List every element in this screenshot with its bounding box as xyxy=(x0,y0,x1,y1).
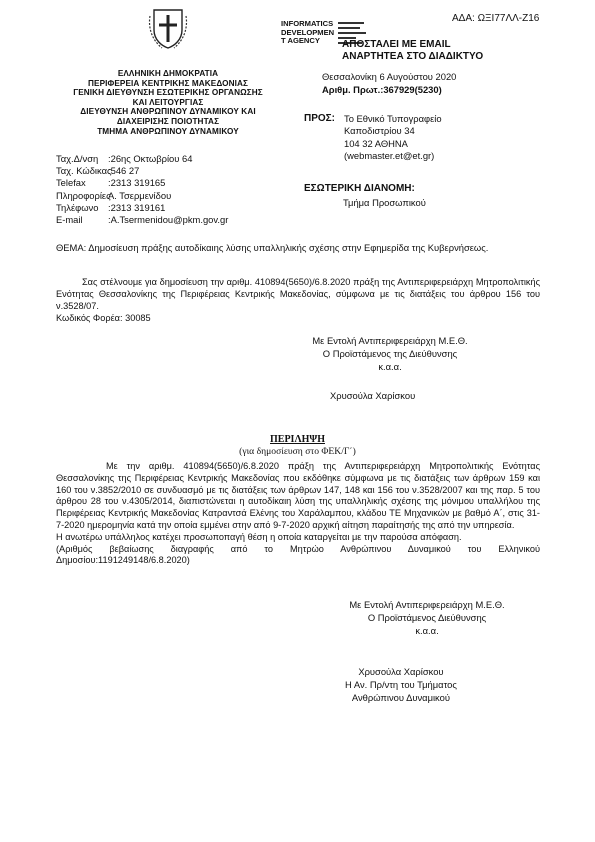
contact-key: Πληροφορίες xyxy=(56,189,111,201)
send-mode-notice xyxy=(342,39,542,63)
contact-value: :26ης Οκτωβρίου 64 xyxy=(108,153,193,164)
contact-row xyxy=(56,202,228,214)
signatory-title: Η Αν. Πρ/ντη του Τμήματος xyxy=(345,679,457,690)
org-line: ΓΕΝΙΚΗ ΔΙΕΥΘΥΝΣΗ ΕΣΩΤΕΡΙΚΗΣ ΟΡΓΑΝΩΣΗΣ xyxy=(73,88,263,98)
summary-paragraph: Με την αριθμ. 410894(5650)/6.8.2020 πράξη της Αντιπεριφερειάρχη Μητροπολιτικής Ενότητας Θεσσαλονίκης της Περιφέρειας Κεντρικής Μακεδονίας που εκδόθηκε σύμφωνα με τις διατάξεις των άρθρων 159 και 160 του ν.3852/2010 σε συνδυασμό με τις διατάξεις των άρθρων 147, 148 και 156 του ν.3528/2007 και της παρ. 5 του άρθρου 28 του ν.4305/2014, διαπιστώνεται η αυτοδίκαιη λύση της υπαλληλικής σχέσης της μόνιμου υπαλλήλου της Περιφέρειας Κεντρικής Μακεδονίας Κατραντσά Ελένης του Χαράλαμπου, κλάδου ΤΕ Μηχανικών με βαθμό Α΄, στις 31-7-2020 ημερομηνία κατά την οποία εμμένει στην από 9-7-2020 αρχική αίτηση παραίτησής της από την υπηρεσία. xyxy=(56,461,540,530)
summary-paragraph: Η ανωτέρω υπάλληλος κατέχει προσωποπαγή θέση η οποία καταργείται με την παρούσα απόφαση. xyxy=(56,531,462,542)
contact-key: Telefax xyxy=(56,177,86,189)
internal-distribution-dept: Τμήμα Προσωπικού xyxy=(343,197,426,208)
signature-line: Ο Προϊστάμενος της Διεύθυνσης xyxy=(322,348,458,359)
signature-line: κ.α.α. xyxy=(415,625,439,636)
cover-letter-body xyxy=(56,276,540,324)
greek-emblem-icon xyxy=(148,6,188,50)
signature-line: Με Εντολή Αντιπεριφερειάρχη Μ.Ε.Θ. xyxy=(312,335,468,346)
organization-header xyxy=(50,69,286,136)
internal-distribution-label: ΕΣΩΤΕΡΙΚΗ ΔΙΑΝΟΜΗ: xyxy=(304,183,415,194)
recipient-line: Καποδιστρίου 34 xyxy=(344,125,415,137)
contact-value: :546 27 xyxy=(108,165,140,177)
org-line: ΔΙΕΥΘΥΝΣΗ ΑΝΘΡΩΠΙΝΟΥ ΔΥΝΑΜΙΚΟΥ ΚΑΙ xyxy=(80,107,256,117)
org-line: ΠΕΡΙΦΕΡΕΙΑ ΚΕΝΤΡΙΚΗΣ ΜΑΚΕΔΟΝΙΑΣ xyxy=(88,78,248,88)
contact-key: Ταχ. Κώδικας xyxy=(56,165,112,177)
send-mode-line: ΑΝΑΡΤΗΤΕΑ ΣΤΟ ΔΙΑΔΙΚΤΥΟ xyxy=(342,51,484,62)
signature-line: Ο Προϊστάμενος Διεύθυνσης xyxy=(367,612,487,623)
contact-key: Τηλέφωνο xyxy=(56,201,99,213)
org-line: ΕΛΛΗΝΙΚΗ ΔΗΜΟΚΡΑΤΙΑ xyxy=(117,69,219,78)
summary-signatory xyxy=(345,665,457,704)
signature-block xyxy=(290,334,490,373)
signatory-name: Χρυσούλα Χαρίσκου xyxy=(358,666,444,677)
signature-line: Με Εντολή Αντιπεριφερειάρχη Μ.Ε.Θ. xyxy=(349,599,505,610)
logo-text-line: DEVELOPMEN xyxy=(281,27,335,37)
subject-line: ΘΕΜΑ: Δημοσίευση πράξης αυτοδίκαιης λύσης υπαλληλικής σχέσης στην Εφημερίδα της Κυβερνήσεως. xyxy=(56,242,489,253)
contact-value: :2313 319165 xyxy=(108,177,166,189)
contact-email: :A.Tsermenidou@pkm.gov.gr xyxy=(108,214,229,226)
signature-line: κ.α.α. xyxy=(378,361,402,372)
logo-text-line: INFORMATICS xyxy=(281,19,334,28)
recipient-address xyxy=(344,113,442,163)
contact-row xyxy=(56,165,228,177)
summary-title: ΠΕΡΙΛΗΨΗ xyxy=(270,434,325,445)
document-date: Θεσσαλονίκη 6 Αυγούστου 2020 xyxy=(322,71,457,82)
informatics-agency-logo xyxy=(281,20,334,46)
recipient-line: Το Εθνικό Τυπογραφείο xyxy=(344,113,442,124)
signatory-name: Χρυσούλα Χαρίσκου xyxy=(330,390,416,401)
summary-paragraph: (Αριθμός βεβαίωσης διαγραφής από το Μητρώο Ανθρώπινου Δυναμικού του Ελληνικού Δημοσίου:1191249148/6.8.2020) xyxy=(56,543,540,566)
recipient-label: ΠΡΟΣ: xyxy=(304,113,336,124)
recipient-line: 104 32 ΑΘΗΝΑ xyxy=(344,137,408,149)
contact-row xyxy=(56,153,228,165)
contact-details xyxy=(56,153,228,226)
contact-key: E-mail xyxy=(56,214,83,226)
cover-paragraph: Σας στέλνουμε για δημοσίευση την αριθμ. 410894(5650)/6.8.2020 πράξη της Αντιπεριφερειάρχη Μητροπολιτικής Ενότητας Θεσσαλονίκης της Περιφέρειας Κεντρικής Μακεδονίας, σύμφωνα με τις διατάξεις του άρθρου 156 του ν.3528/07. xyxy=(56,277,540,311)
contact-row xyxy=(56,177,228,189)
send-mode-line: ΑΠΟΣΤΑΛΕΙ ΜΕ EMAIL xyxy=(342,39,451,50)
logo-text-line: T AGENCY xyxy=(281,36,320,46)
protocol-number: Αριθμ. Πρωτ.:367929(5230) xyxy=(322,84,442,95)
org-line: ΤΜΗΜΑ ΑΝΘΡΩΠΙΝΟΥ ΔΥΝΑΜΙΚΟΥ xyxy=(97,126,239,136)
ada-code: ΑΔΑ: ΩΞΙ77ΛΛ-Ζ16 xyxy=(452,13,540,24)
contact-key: Ταχ.Δ/νση xyxy=(56,153,99,164)
contact-value: :2313 319161 xyxy=(108,201,166,213)
signatory-title: Ανθρώπινου Δυναμικού xyxy=(351,692,450,703)
contact-value: Α. Τσερμενίδου xyxy=(108,189,172,201)
contact-row xyxy=(56,190,228,202)
agency-code: Κωδικός Φορέα: 30085 xyxy=(56,313,151,323)
contact-row xyxy=(56,214,228,226)
org-line: ΔΙΑΧΕΙΡΙΣΗΣ ΠΟΙΟΤΗΤΑΣ xyxy=(116,116,220,126)
org-line: ΚΑΙ ΛΕΙΤΟΥΡΓΙΑΣ xyxy=(132,97,204,107)
summary-body xyxy=(56,461,540,567)
summary-signature-block xyxy=(322,598,532,637)
summary-subtitle: (για δημοσίευση στο ΦΕΚ/Γ΄) xyxy=(239,446,356,457)
recipient-email: (webmaster.et@et.gr) xyxy=(344,150,435,162)
